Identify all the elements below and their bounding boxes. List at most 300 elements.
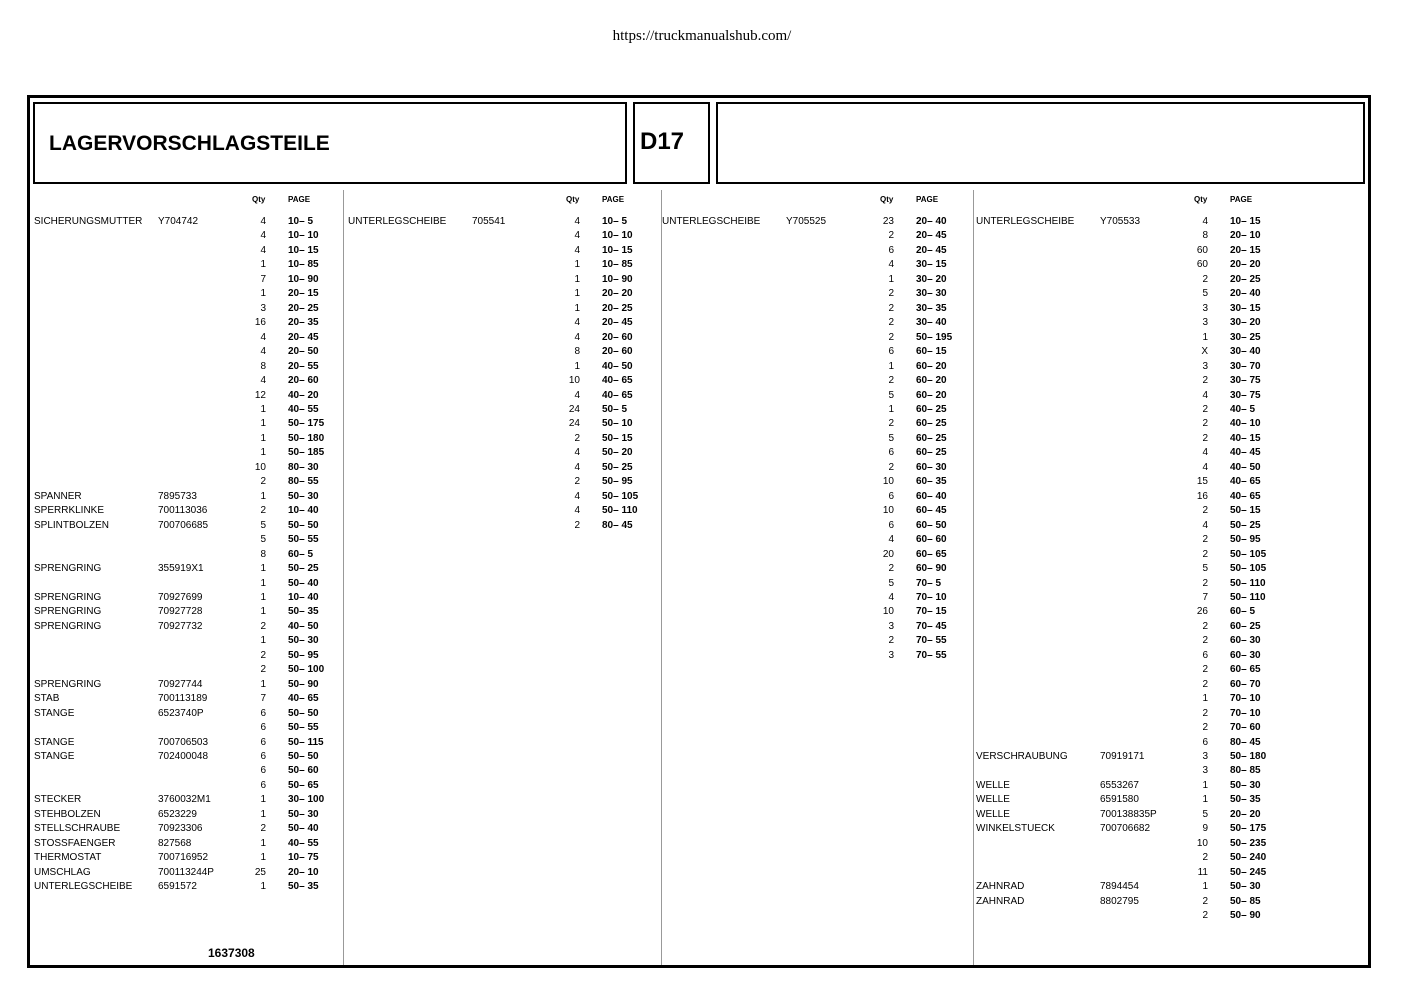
part-number: 700706682 xyxy=(1100,823,1151,835)
part-qty: 25 xyxy=(254,866,266,878)
part-qty: 1 xyxy=(574,273,580,285)
part-page: 30– 100 xyxy=(288,794,325,806)
part-page: 40– 50 xyxy=(288,620,319,632)
list-item xyxy=(348,505,648,519)
list-item xyxy=(662,390,962,404)
list-item xyxy=(348,462,648,476)
qty-header: Qty xyxy=(252,195,266,204)
list-item xyxy=(976,838,1276,852)
part-number: 6591572 xyxy=(158,881,197,893)
list-item xyxy=(34,288,334,302)
part-page: 70– 10 xyxy=(1230,693,1261,705)
list-item xyxy=(976,737,1276,751)
part-page: 50– 15 xyxy=(602,432,633,444)
part-page: 60– 90 xyxy=(916,563,947,575)
list-item xyxy=(34,664,334,678)
part-qty: 3 xyxy=(260,302,266,314)
list-item xyxy=(34,679,334,693)
part-number: 700138835P xyxy=(1100,808,1157,820)
part-page: 10– 10 xyxy=(602,230,633,242)
list-item xyxy=(34,404,334,418)
list-item xyxy=(348,317,648,331)
part-page: 50– 240 xyxy=(1230,852,1267,864)
list-item xyxy=(34,838,334,852)
part-page: 50– 35 xyxy=(288,606,319,618)
part-page: 20– 45 xyxy=(916,230,947,242)
part-page: 80– 45 xyxy=(602,519,633,531)
part-page: 60– 50 xyxy=(916,519,947,531)
part-page: 30– 35 xyxy=(916,302,947,314)
part-qty: 2 xyxy=(1202,910,1208,922)
part-page: 30– 40 xyxy=(1230,346,1261,358)
part-page: 80– 30 xyxy=(288,461,319,473)
header-blank-box xyxy=(716,102,1365,184)
part-page: 60– 30 xyxy=(1230,649,1261,661)
part-page: 30– 70 xyxy=(1230,360,1261,372)
part-page: 50– 90 xyxy=(1230,910,1261,922)
part-qty: 1 xyxy=(260,259,266,271)
list-item xyxy=(976,881,1276,895)
part-qty: 2 xyxy=(888,635,894,647)
part-number: Y705525 xyxy=(786,216,827,227)
part-number: 70927732 xyxy=(158,620,203,632)
part-qty: 6 xyxy=(260,751,266,763)
list-item xyxy=(662,418,962,432)
part-page: 50– 85 xyxy=(1230,895,1261,907)
list-item xyxy=(976,693,1276,707)
part-page: 60– 45 xyxy=(916,505,947,517)
list-item xyxy=(34,476,334,490)
part-qty: 6 xyxy=(888,519,894,531)
part-page: 20– 50 xyxy=(288,346,319,358)
list-item xyxy=(662,476,962,490)
part-qty: 2 xyxy=(260,664,266,676)
part-page: 20– 60 xyxy=(288,375,319,387)
qty-header: Qty xyxy=(566,195,580,204)
list-item xyxy=(34,635,334,649)
part-name: SPRENGRING xyxy=(34,591,102,603)
part-page: 50– 100 xyxy=(288,664,325,676)
part-page: 20– 25 xyxy=(288,302,319,314)
list-item xyxy=(662,592,962,606)
part-page: 70– 5 xyxy=(916,577,942,589)
part-name: THERMOSTAT xyxy=(34,852,102,864)
part-qty: 2 xyxy=(1202,273,1208,285)
part-qty: 2 xyxy=(1202,678,1208,690)
part-qty: 16 xyxy=(1196,490,1208,502)
part-page: 60– 65 xyxy=(916,548,947,560)
part-qty: 1 xyxy=(1202,794,1208,806)
part-qty: 60 xyxy=(1196,259,1208,271)
part-qty: 2 xyxy=(1202,707,1208,719)
part-qty: 4 xyxy=(1202,216,1208,227)
part-qty: 2 xyxy=(1202,534,1208,546)
part-qty: 1 xyxy=(260,563,266,575)
part-qty: 1 xyxy=(260,808,266,820)
part-page: 60– 25 xyxy=(916,418,947,430)
part-qty: 4 xyxy=(1202,447,1208,459)
list-item xyxy=(976,592,1276,606)
part-page: 40– 5 xyxy=(1230,403,1256,415)
part-qty: 2 xyxy=(888,317,894,329)
part-number: 700113244P xyxy=(158,866,214,878)
part-qty: 7 xyxy=(260,693,266,705)
list-item xyxy=(662,635,962,649)
part-page: 10– 40 xyxy=(288,505,319,517)
section-code-box xyxy=(633,102,710,184)
list-item xyxy=(348,491,648,505)
part-qty: 12 xyxy=(254,389,266,401)
part-page: 80– 85 xyxy=(1230,765,1261,777)
list-item xyxy=(976,563,1276,577)
part-qty: 4 xyxy=(574,331,580,343)
part-page: 20– 25 xyxy=(1230,273,1261,285)
part-qty: 6 xyxy=(888,346,894,358)
list-item xyxy=(976,520,1276,534)
page-header: PAGE xyxy=(288,195,311,204)
list-item xyxy=(348,259,648,273)
part-page: 20– 40 xyxy=(916,216,947,227)
part-number: 6591580 xyxy=(1100,794,1139,806)
list-item xyxy=(34,462,334,476)
part-page: 20– 45 xyxy=(288,331,319,343)
part-page: 60– 30 xyxy=(1230,635,1261,647)
part-page: 60– 15 xyxy=(916,346,947,358)
part-page: 20– 15 xyxy=(288,288,319,300)
part-page: 10– 5 xyxy=(288,216,314,227)
list-item xyxy=(976,708,1276,722)
list-item xyxy=(976,809,1276,823)
part-page: 50– 10 xyxy=(602,418,633,430)
column-divider xyxy=(343,190,344,965)
part-page: 30– 40 xyxy=(916,317,947,329)
list-item xyxy=(34,303,334,317)
part-qty: 1 xyxy=(260,418,266,430)
part-page: 30– 20 xyxy=(916,273,947,285)
part-qty: 6 xyxy=(260,722,266,734)
part-page: 50– 90 xyxy=(288,678,319,690)
part-name: UNTERLEGSCHEIBE xyxy=(976,216,1075,227)
list-item xyxy=(348,520,648,534)
list-item xyxy=(662,303,962,317)
list-item xyxy=(348,375,648,389)
part-number: 3760032M1 xyxy=(158,794,211,806)
list-item xyxy=(34,534,334,548)
part-page: 70– 15 xyxy=(916,606,947,618)
part-name: SPRENGRING xyxy=(34,606,102,618)
part-qty: 4 xyxy=(888,259,894,271)
part-number: 702400048 xyxy=(158,751,209,763)
part-page: 20– 60 xyxy=(602,346,633,358)
part-qty: 24 xyxy=(568,418,580,430)
part-qty: 10 xyxy=(882,505,894,517)
part-qty: 1 xyxy=(260,678,266,690)
part-page: 50– 195 xyxy=(916,331,953,343)
part-qty: 8 xyxy=(260,360,266,372)
part-qty: 4 xyxy=(574,505,580,517)
part-qty: 6 xyxy=(260,707,266,719)
list-item xyxy=(662,433,962,447)
part-qty: 4 xyxy=(574,389,580,401)
part-name: STELLSCHRAUBE xyxy=(34,823,121,835)
part-qty: 5 xyxy=(260,534,266,546)
part-page: 40– 15 xyxy=(1230,432,1261,444)
part-qty: 1 xyxy=(260,577,266,589)
part-page: 50– 110 xyxy=(1230,577,1266,589)
list-item xyxy=(34,881,334,895)
list-item xyxy=(976,476,1276,490)
part-page: 40– 45 xyxy=(1230,447,1261,459)
part-page: 50– 175 xyxy=(1230,823,1267,835)
part-qty: 6 xyxy=(888,244,894,256)
part-qty: 4 xyxy=(574,461,580,473)
list-item xyxy=(34,332,334,346)
part-qty: 6 xyxy=(1202,649,1208,661)
part-page: 70– 10 xyxy=(916,591,947,603)
part-qty: 10 xyxy=(568,375,580,387)
part-qty: 4 xyxy=(574,216,580,227)
part-name: STANGE xyxy=(34,736,75,748)
list-item xyxy=(34,809,334,823)
list-item xyxy=(34,780,334,794)
list-item xyxy=(34,317,334,331)
part-page: 30– 75 xyxy=(1230,375,1261,387)
part-page: 30– 75 xyxy=(1230,389,1261,401)
part-page: 50– 95 xyxy=(288,649,319,661)
part-qty: 4 xyxy=(574,244,580,256)
part-number: 355919X1 xyxy=(158,563,204,575)
part-page: 50– 40 xyxy=(288,823,319,835)
part-page: 60– 20 xyxy=(916,360,947,372)
list-item xyxy=(976,867,1276,881)
part-number: 70927744 xyxy=(158,678,203,690)
part-page: 80– 45 xyxy=(1230,736,1261,748)
part-qty: 4 xyxy=(574,317,580,329)
part-number: 6523229 xyxy=(158,808,197,820)
part-number: 700706503 xyxy=(158,736,209,748)
list-item xyxy=(662,621,962,635)
part-page: 20– 60 xyxy=(602,331,633,343)
part-qty: 3 xyxy=(888,649,894,661)
list-item xyxy=(976,288,1276,302)
part-qty: 2 xyxy=(1202,548,1208,560)
list-item xyxy=(34,563,334,577)
list-item xyxy=(976,635,1276,649)
part-page: 20– 15 xyxy=(1230,244,1261,256)
part-qty: 3 xyxy=(1202,360,1208,372)
part-page: 10– 15 xyxy=(1230,216,1261,227)
part-qty: 4 xyxy=(260,375,266,387)
part-number: 700113189 xyxy=(158,693,208,705)
part-qty: 2 xyxy=(260,505,266,517)
page-title: LAGERVORSCHLAGSTEILE xyxy=(49,132,330,155)
part-qty: 1 xyxy=(260,403,266,415)
list-item xyxy=(34,447,334,461)
part-qty: 6 xyxy=(888,447,894,459)
part-qty: 1 xyxy=(1202,331,1208,343)
part-qty: 1 xyxy=(260,837,266,849)
list-item xyxy=(34,245,334,259)
part-number: 705541 xyxy=(472,216,506,227)
list-item xyxy=(976,259,1276,273)
list-item xyxy=(976,780,1276,794)
part-page: 40– 10 xyxy=(1230,418,1261,430)
part-page: 60– 35 xyxy=(916,476,947,488)
part-name: UMSCHLAG xyxy=(34,866,91,878)
list-item xyxy=(34,708,334,722)
list-item xyxy=(34,375,334,389)
part-qty: 2 xyxy=(1202,722,1208,734)
part-page: 50– 115 xyxy=(288,736,324,748)
list-item xyxy=(976,505,1276,519)
list-item xyxy=(662,332,962,346)
part-qty: 10 xyxy=(882,606,894,618)
part-page: 50– 25 xyxy=(602,461,633,473)
part-qty: 2 xyxy=(888,563,894,575)
list-item xyxy=(976,549,1276,563)
part-qty: 20 xyxy=(882,548,894,560)
part-number: 70927728 xyxy=(158,606,203,618)
part-name: STEHBOLZEN xyxy=(34,808,101,820)
list-item xyxy=(348,346,648,360)
part-qty: 6 xyxy=(260,736,266,748)
part-qty: 11 xyxy=(1197,866,1208,878)
part-page: 50– 30 xyxy=(1230,779,1261,791)
list-item xyxy=(662,520,962,534)
part-number: 700716952 xyxy=(158,852,209,864)
part-number: Y704742 xyxy=(158,216,199,227)
list-item xyxy=(34,418,334,432)
part-qty: 1 xyxy=(574,360,580,372)
list-item xyxy=(34,823,334,837)
part-qty: 4 xyxy=(1202,461,1208,473)
part-qty: 8 xyxy=(1202,230,1208,242)
list-item xyxy=(34,274,334,288)
part-qty: 4 xyxy=(260,216,266,227)
part-number: 7895733 xyxy=(158,490,197,502)
part-page: 40– 55 xyxy=(288,403,319,415)
part-qty: 3 xyxy=(888,620,894,632)
parts-list-frame xyxy=(27,95,1371,968)
part-page: 30– 20 xyxy=(1230,317,1261,329)
list-item xyxy=(976,404,1276,418)
part-qty: 1 xyxy=(574,302,580,314)
part-page: 40– 50 xyxy=(1230,461,1261,473)
part-qty: 4 xyxy=(574,490,580,502)
column-divider xyxy=(973,190,974,965)
part-qty: 16 xyxy=(254,317,266,329)
part-qty: 2 xyxy=(260,823,266,835)
list-item xyxy=(348,332,648,346)
list-item xyxy=(662,462,962,476)
part-number: 827568 xyxy=(158,837,192,849)
list-item xyxy=(348,404,648,418)
list-item xyxy=(976,491,1276,505)
part-page: 60– 25 xyxy=(1230,620,1261,632)
list-item xyxy=(348,274,648,288)
part-page: 50– 65 xyxy=(288,779,319,791)
part-qty: 9 xyxy=(1202,823,1208,835)
part-number: 70927699 xyxy=(158,591,203,603)
part-page: 50– 105 xyxy=(602,490,639,502)
part-page: 10– 90 xyxy=(602,273,633,285)
page-header: PAGE xyxy=(602,195,625,204)
part-qty: 23 xyxy=(882,216,894,227)
list-item xyxy=(976,303,1276,317)
list-item xyxy=(662,274,962,288)
part-page: 50– 180 xyxy=(288,432,325,444)
part-page: 10– 15 xyxy=(602,244,633,256)
part-page: 50– 55 xyxy=(288,534,319,546)
part-qty: 15 xyxy=(1196,476,1208,488)
part-qty: 2 xyxy=(260,476,266,488)
list-item xyxy=(662,361,962,375)
list-item xyxy=(348,230,648,244)
list-item xyxy=(662,549,962,563)
part-number: 70923306 xyxy=(158,823,203,835)
part-page: 70– 60 xyxy=(1230,722,1261,734)
part-qty: 5 xyxy=(260,519,266,531)
part-qty: 2 xyxy=(1202,635,1208,647)
part-name: UNTERLEGSCHEIBE xyxy=(348,216,447,227)
part-name: SPANNER xyxy=(34,490,82,502)
part-qty: 5 xyxy=(888,432,894,444)
list-item xyxy=(976,722,1276,736)
part-page: 40– 65 xyxy=(602,389,633,401)
list-item xyxy=(976,621,1276,635)
part-qty: 1 xyxy=(260,606,266,618)
list-item xyxy=(34,722,334,736)
part-name: UNTERLEGSCHEIBE xyxy=(662,216,761,227)
part-page: 50– 20 xyxy=(602,447,633,459)
part-qty: 2 xyxy=(1202,375,1208,387)
part-qty: 2 xyxy=(1202,432,1208,444)
part-qty: 2 xyxy=(1202,403,1208,415)
part-name: WELLE xyxy=(976,779,1010,791)
list-item xyxy=(662,245,962,259)
part-qty: 5 xyxy=(1202,808,1208,820)
part-page: 50– 35 xyxy=(288,881,319,893)
list-item xyxy=(348,216,648,230)
part-qty: 2 xyxy=(574,432,580,444)
part-page: 20– 25 xyxy=(602,302,633,314)
part-page: 60– 25 xyxy=(916,403,947,415)
list-item xyxy=(662,447,962,461)
part-page: 30– 30 xyxy=(916,288,947,300)
part-qty: 4 xyxy=(260,331,266,343)
part-qty: 8 xyxy=(260,548,266,560)
part-qty: 7 xyxy=(260,273,266,285)
part-page: 60– 5 xyxy=(288,548,314,560)
part-page: 60– 20 xyxy=(916,375,947,387)
part-page: 40– 65 xyxy=(1230,490,1261,502)
list-item xyxy=(976,679,1276,693)
part-name: WELLE xyxy=(976,794,1010,806)
list-item xyxy=(34,491,334,505)
list-item xyxy=(662,230,962,244)
list-item xyxy=(976,390,1276,404)
list-item xyxy=(662,505,962,519)
part-qty: 1 xyxy=(888,273,894,285)
list-item xyxy=(348,433,648,447)
part-number: 8802795 xyxy=(1100,895,1139,907)
part-page: 30– 25 xyxy=(1230,331,1261,343)
list-item xyxy=(662,317,962,331)
part-name: STOSSFAENGER xyxy=(34,837,116,849)
part-page: 40– 65 xyxy=(1230,476,1261,488)
part-page: 20– 10 xyxy=(288,866,319,878)
part-qty: 2 xyxy=(1202,577,1208,589)
